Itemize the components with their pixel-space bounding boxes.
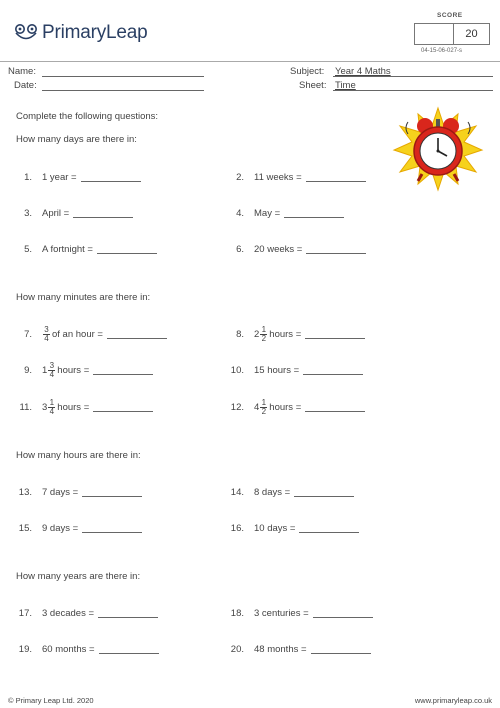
question-text: 15 hours =: [254, 364, 300, 376]
fraction-denominator: 2: [261, 406, 267, 416]
question-text: 48 months =: [254, 643, 307, 655]
subject-label: Subject:: [290, 66, 325, 77]
fraction-denominator: 4: [44, 333, 49, 343]
fraction: [48, 399, 55, 416]
fraction-numerator: 3: [44, 324, 49, 334]
question-17: [10, 606, 158, 620]
answer-line[interactable]: [82, 496, 142, 497]
question-text: hours =: [269, 401, 302, 413]
question-number: 8.: [236, 328, 244, 340]
name-field[interactable]: [42, 65, 204, 77]
section-heading-minutes: How many minutes are there in:: [16, 292, 151, 303]
question-text: 8 days =: [254, 486, 291, 498]
date-field[interactable]: [42, 79, 204, 91]
answer-line[interactable]: [93, 411, 153, 412]
question-text: 11 weeks =: [254, 171, 302, 183]
question-number: 17.: [18, 607, 32, 619]
website-link[interactable]: www.primaryleap.co.uk: [414, 696, 492, 705]
question-text: hours =: [57, 364, 90, 376]
fraction-denominator: 4: [49, 406, 55, 416]
sheet-value: Time: [335, 80, 356, 91]
answer-line[interactable]: [303, 374, 363, 375]
question-8: [222, 324, 365, 343]
question-12: [222, 397, 365, 416]
question-text: 10 days =: [254, 522, 296, 534]
answer-line[interactable]: [311, 653, 371, 654]
question-number: 11.: [19, 401, 32, 413]
question-text: hours =: [57, 401, 90, 413]
question-10: [222, 363, 363, 377]
fraction: [260, 399, 267, 416]
answer-line[interactable]: [305, 411, 365, 412]
answer-line[interactable]: [81, 181, 141, 182]
question-text: April =: [42, 207, 70, 219]
question-text: 20 weeks =: [254, 243, 303, 255]
question-text: hours =: [269, 328, 302, 340]
question-5: [10, 242, 157, 256]
whole-number: 4: [254, 401, 260, 413]
question-number: 12.: [230, 401, 244, 413]
question-text: A fortnight =: [42, 243, 93, 255]
section-heading-days: How many days are there in:: [16, 134, 137, 145]
question-14: [222, 485, 354, 499]
worksheet-code: 04-15-06-027-s: [421, 48, 463, 54]
question-number: 13.: [18, 486, 32, 498]
question-text: 3 centuries =: [254, 607, 309, 619]
name-label: Name:: [8, 66, 36, 77]
question-number: 20.: [230, 643, 244, 655]
question-number: 14.: [230, 486, 244, 498]
question-2: [222, 170, 366, 184]
question-number: 6.: [236, 243, 244, 255]
answer-line[interactable]: [99, 653, 159, 654]
instructions: Complete the following questions:: [16, 111, 159, 122]
question-text: 7 days =: [42, 486, 79, 498]
answer-line[interactable]: [284, 217, 344, 218]
question-13: [10, 485, 142, 499]
sheet-line: [333, 79, 493, 91]
fraction-denominator: 2: [261, 333, 267, 343]
copyright: © Primary Leap Ltd. 2020: [8, 696, 94, 705]
answer-line[interactable]: [73, 217, 133, 218]
question-number: 18.: [230, 607, 244, 619]
question-number: 4.: [236, 207, 244, 219]
answer-line[interactable]: [306, 253, 366, 254]
question-18: [222, 606, 373, 620]
question-1: [10, 170, 141, 184]
question-20: [222, 642, 371, 656]
header-divider: [0, 61, 500, 62]
date-label: Date:: [14, 80, 37, 91]
whole-number: 3: [42, 401, 48, 413]
fraction-numerator: 1: [49, 397, 55, 407]
sheet-label: Sheet:: [299, 80, 327, 91]
question-11: [10, 397, 153, 416]
fraction: [48, 362, 55, 379]
question-number: 10.: [230, 364, 244, 376]
score-entry[interactable]: [415, 24, 454, 44]
answer-line[interactable]: [93, 374, 153, 375]
fraction-denominator: 4: [49, 369, 55, 379]
subject-value: Year 4 Maths: [335, 66, 391, 77]
question-number: 3.: [24, 207, 32, 219]
answer-line[interactable]: [299, 532, 359, 533]
answer-line[interactable]: [82, 532, 142, 533]
brand-logo: [14, 22, 148, 44]
question-3: [10, 206, 133, 220]
question-number: 16.: [230, 522, 244, 534]
question-text: May =: [254, 207, 281, 219]
question-text: 1 year =: [42, 171, 77, 183]
answer-line[interactable]: [306, 181, 366, 182]
fraction-numerator: 1: [261, 397, 267, 407]
question-7: [10, 324, 167, 343]
fraction-numerator: 3: [49, 360, 55, 370]
score-value: 20: [465, 28, 478, 40]
alarm-clock-icon: [392, 104, 484, 192]
question-number: 9.: [24, 364, 32, 376]
question-text: 3 decades =: [42, 607, 95, 619]
question-9: [10, 360, 153, 379]
frog-icon: [14, 24, 38, 42]
question-16: [222, 521, 359, 535]
question-6: [222, 242, 366, 256]
question-text: 60 months =: [42, 643, 95, 655]
section-heading-hours: How many hours are there in:: [16, 450, 141, 461]
question-number: 19.: [18, 643, 32, 655]
fraction-numerator: 1: [261, 324, 267, 334]
fraction: [260, 326, 267, 343]
answer-line[interactable]: [97, 253, 157, 254]
question-number: 2.: [236, 171, 244, 183]
brand-name: PrimaryLeap: [42, 22, 148, 43]
question-number: 15.: [18, 522, 32, 534]
question-number: 5.: [24, 243, 32, 255]
answer-line[interactable]: [98, 617, 158, 618]
whole-number: 2: [254, 328, 260, 340]
answer-line[interactable]: [313, 617, 373, 618]
question-number: 1.: [24, 171, 32, 183]
question-text: of an hour =: [52, 328, 103, 340]
question-text: 9 days =: [42, 522, 79, 534]
answer-line[interactable]: [294, 496, 354, 497]
question-19: [10, 642, 159, 656]
score-label: SCORE: [437, 12, 463, 19]
question-15: [10, 521, 142, 535]
fraction: [43, 326, 50, 343]
question-number: 7.: [24, 328, 32, 340]
score-box: [414, 23, 490, 45]
answer-line[interactable]: [107, 338, 167, 339]
question-4: [222, 206, 344, 220]
section-heading-years: How many years are there in:: [16, 571, 141, 582]
whole-number: 1: [42, 364, 48, 376]
answer-line[interactable]: [305, 338, 365, 339]
